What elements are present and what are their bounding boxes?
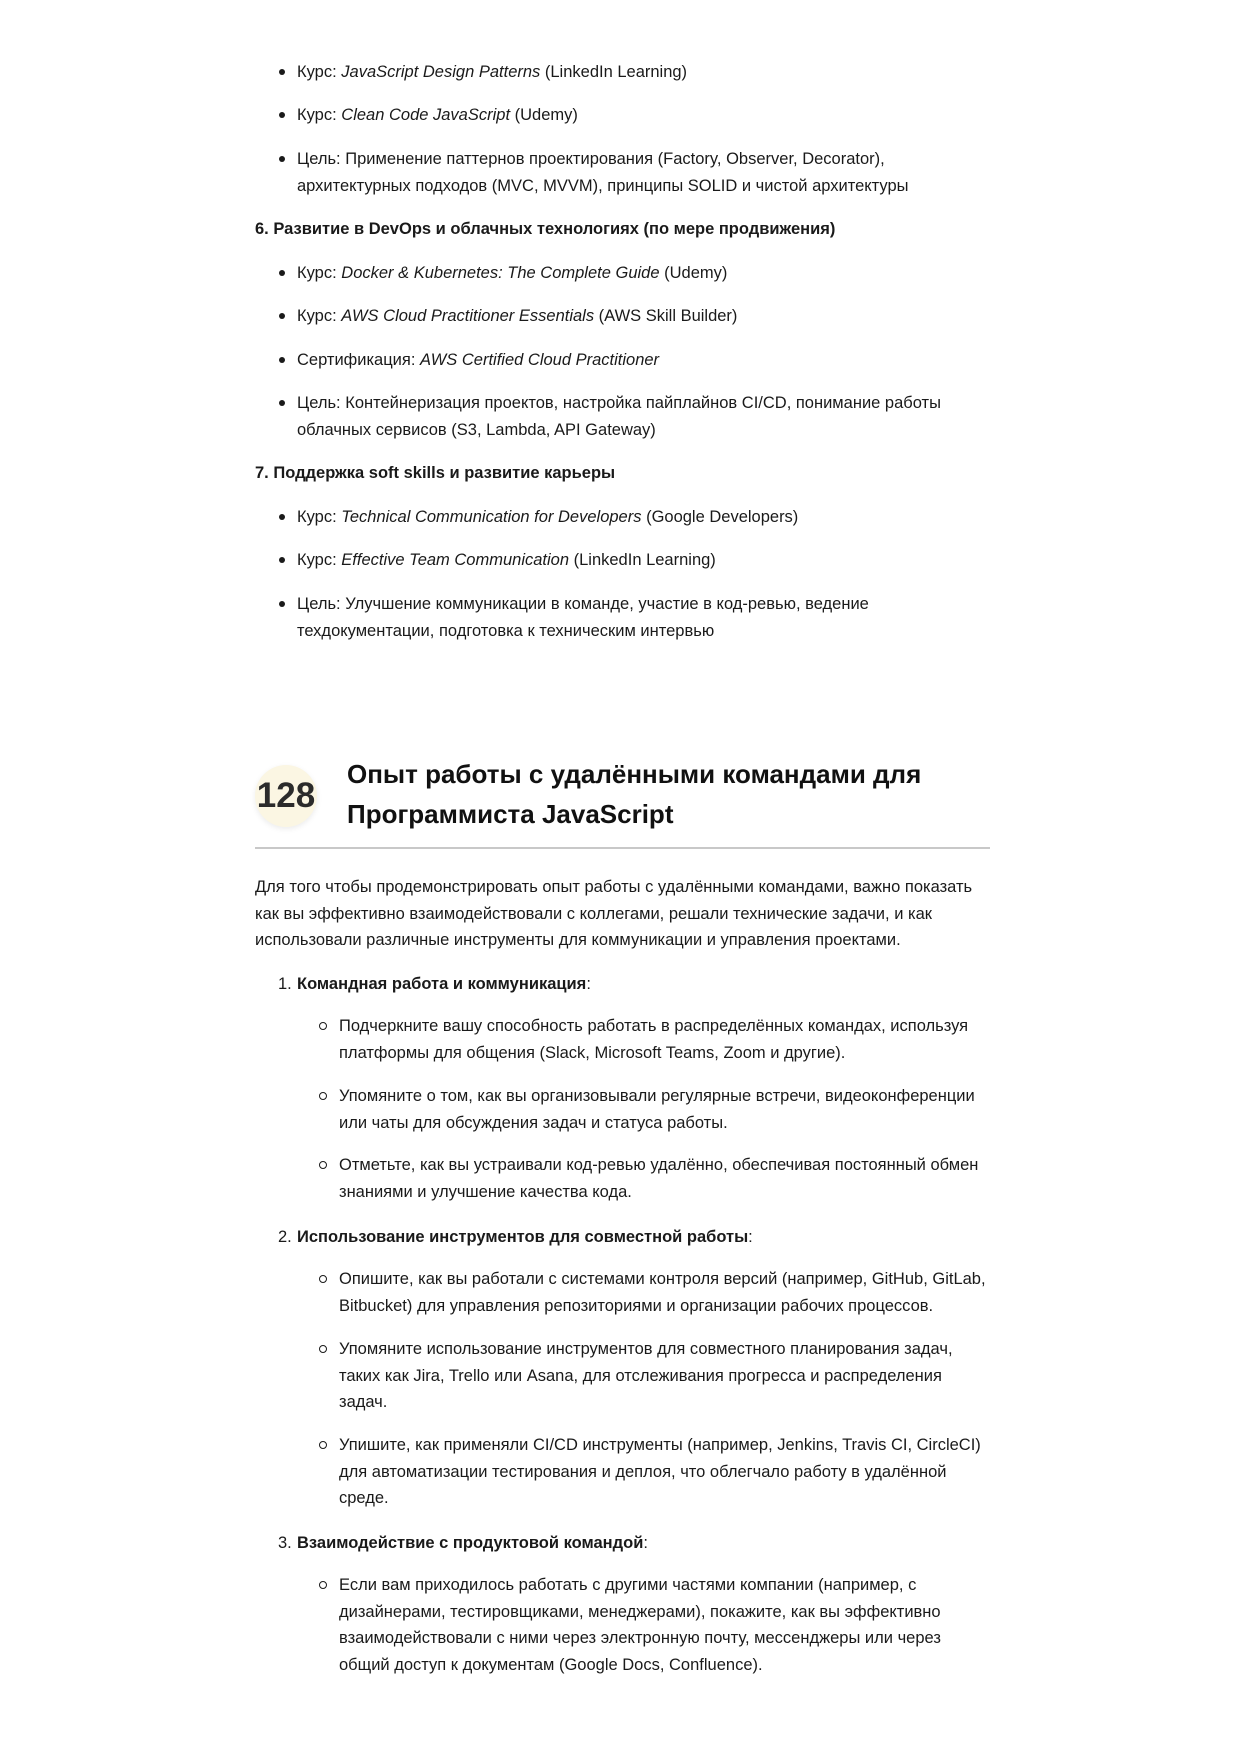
list-item: Курс: Clean Code JavaScript (Udemy)	[255, 102, 1032, 129]
list-item: Если вам приходилось работать с другими частями компании (например, с дизайнерами, тестировщиками, менеджерами), покажите, как вы эффективно взаимодействовали с ними через электронную почту, мессенджеры или через общий доступ к документам (Google Docs, Confluence).	[255, 1572, 979, 1678]
list-item: Курс: JavaScript Design Patterns (LinkedIn Learning)	[255, 59, 1032, 86]
list-item: Опишите, как вы работали с системами контроля версий (например, GitHub, GitLab, Bitbucket) для управления репозиториями и организации рабочих процессов.	[255, 1266, 999, 1319]
section-heading-6: 6. Развитие в DevOps и облачных технологиях (по мере продвижения)	[255, 220, 836, 238]
list-item: Упомяните о том, как вы организовывали регулярные встречи, видеоконференции или чаты для обсуждения задач и статуса работы.	[255, 1083, 999, 1136]
section-heading-7: 7. Поддержка soft skills и развитие карьеры	[255, 464, 616, 482]
chapter-header	[255, 755, 990, 849]
list-item: Подчеркните вашу способность работать в распределённых командах, используя платформы для общения (Slack, Microsoft Teams, Zoom и другие).	[255, 1013, 999, 1066]
chapter-title: Опыт работы с удалёнными командами для Программиста JavaScript	[347, 759, 922, 829]
list-item: Упишите, как применяли CI/CD инструменты (например, Jenkins, Travis CI, CircleCI) для автоматизации тестирования и деплоя, что облегчало работу в удалённой среде.	[255, 1432, 999, 1512]
document-page: Курс: JavaScript Design Patterns (LinkedIn Learning) Курс: Clean Code JavaScript (Udemy) Цель: Применение паттернов проектирования (Factory, Observer, Decorator), архитектурных подходов (MVC, MVVM), принципы SOLID и чистой архитектуры 6. Развитие в DevOps и облачных технологиях (по мере продвижения) Курс: Docker & Kubernetes: The Complete Guide (Udemy) Курс: AWS Cloud Practitioner Essentials (AWS Skill Builder) Сертификация: AWS Certified Cloud Practitioner Цель: Контейнеризация проектов, настройка пайплайнов CI/CD, понимание работы облачных сервисов (S3, Lambda, API Gateway) 7. Поддержка soft skills и развитие карьеры Курс: Technical Communication for Developers (Google Developers) Курс: Effective Team Communication (LinkedIn Learning) Цель: Улучшение коммуникации в команде, участие в код-ревью, ведение техдокументации, подготовка к техническим интервью 128 Опыт работы с удалёнными командами для Программиста JavaScript Для того чтобы продемонстрировать опыт работы с удалёнными командами, важно показать как вы эффективно взаимодействовали с коллегами, решали технические задачи, и как использовали различные инструменты для коммуникации и управления проектами. 1. Командная работа и коммуникация: Подчеркните вашу способность работать в распределённых командах, используя платформы для общения (Slack, Microsoft Teams, Zoom и другие). Упомяните о том, как вы организовывали регулярные встречи, видеоконференции или чаты для обсуждения задач и статуса работы. Отметьте, как вы устраивали код-ревью удалённо, обеспечивая постоянный обмен знаниями и улучшение качества кода. 2. Использование инструментов для совместной работы: Опишите, как вы работали с системами контроля версий (например, GitHub, GitLab, Bitbucket) для управления репозиториями и организации рабочих процессов. Упомяните использование инструментов для совместного планирования задач, таких как Jira, Trello или Asana, для отслеживания прогресса и распределения задач. Упишите, как применяли CI/CD инструменты (например, Jenkins, Travis CI, CircleCI) для автоматизации тестирования и деплоя, что облегчало работу в удалённой среде. 3. Взаимодействие с продуктовой командой: Если вам приходилось работать с другими частями компании (например, с дизайнерами, тестировщиками, менеджерами), покажите, как вы эффективно взаимодействовали с ними через электронную почту, мессенджеры или через общий доступ к документам (Google Docs, Confluence).	[0, 0, 1239, 1753]
list-item: Упомяните использование инструментов для совместного планирования задач, таких как Jira, Trello или Asana, для отслеживания прогресса и распределения задач.	[255, 1336, 984, 1416]
list-item: Сертификация: AWS Certified Cloud Practitioner	[255, 347, 1032, 374]
list-item: Курс: Docker & Kubernetes: The Complete Guide (Udemy)	[255, 260, 1032, 287]
list-item: Цель: Контейнеризация проектов, настройка пайплайнов CI/CD, понимание работы облачных сервисов (S3, Lambda, API Gateway)	[255, 390, 997, 443]
list-item: Цель: Улучшение коммуникации в команде, участие в код-ревью, ведение техдокументации, подготовка к техническим интервью	[255, 591, 937, 644]
list-item: Отметьте, как вы устраивали код-ревью удалённо, обеспечивая постоянный обмен знаниями и улучшение качества кода.	[255, 1152, 999, 1205]
chapter-number-badge: 128	[255, 765, 317, 827]
list-item: Курс: AWS Cloud Practitioner Essentials (AWS Skill Builder)	[255, 303, 1032, 330]
list-item: Цель: Применение паттернов проектирования (Factory, Observer, Decorator), архитектурных подходов (MVC, MVVM), принципы SOLID и чистой архитектуры	[255, 146, 990, 199]
list-item: Курс: Technical Communication for Developers (Google Developers)	[255, 504, 1032, 531]
list-item: Курс: Effective Team Communication (LinkedIn Learning)	[255, 547, 1032, 574]
intro-paragraph: Для того чтобы продемонстрировать опыт работы с удалёнными командами, важно показать как вы эффективно взаимодействовали с коллегами, решали технические задачи, и как использовали различные инструменты для коммуникации и управления проектами.	[255, 878, 973, 949]
